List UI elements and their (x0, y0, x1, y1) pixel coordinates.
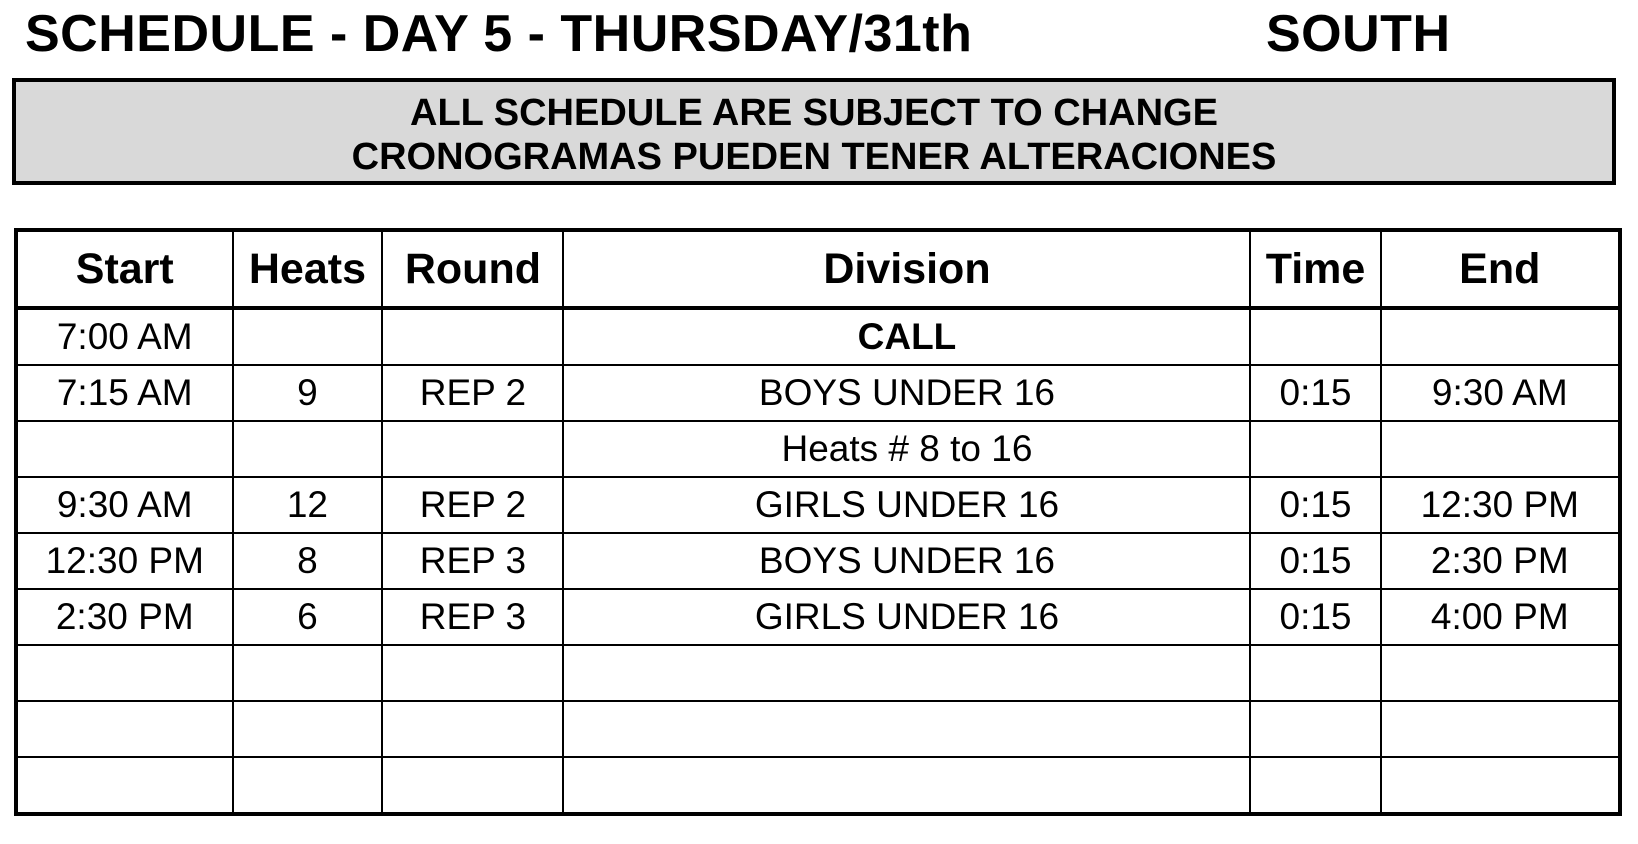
cell-round (382, 645, 563, 701)
cell-time (1250, 757, 1380, 814)
cell-division: Heats # 8 to 16 (563, 421, 1250, 477)
table-row (16, 477, 1620, 533)
change-notice-banner (12, 78, 1616, 185)
cell-division (563, 701, 1250, 757)
cell-time: 0:15 (1250, 365, 1380, 421)
cell-time: 0:15 (1250, 477, 1380, 533)
cell-division: BOYS UNDER 16 (563, 533, 1250, 589)
cell-division (563, 757, 1250, 814)
cell-division: GIRLS UNDER 16 (563, 589, 1250, 645)
cell-end (1381, 421, 1620, 477)
cell-round (382, 701, 563, 757)
column-header-round: Round (382, 230, 563, 308)
cell-time (1250, 645, 1380, 701)
cell-time (1250, 421, 1380, 477)
notice-line-english: ALL SCHEDULE ARE SUBJECT TO CHANGE (410, 92, 1218, 134)
cell-end: 4:00 PM (1381, 589, 1620, 645)
cell-division: GIRLS UNDER 16 (563, 477, 1250, 533)
cell-end (1381, 308, 1620, 365)
cell-time: 0:15 (1250, 533, 1380, 589)
table-header-row (16, 230, 1620, 308)
cell-heats (233, 308, 383, 365)
cell-round (382, 421, 563, 477)
cell-end: 9:30 AM (1381, 365, 1620, 421)
cell-round: REP 2 (382, 365, 563, 421)
cell-round: REP 2 (382, 477, 563, 533)
cell-heats (233, 701, 383, 757)
cell-start: 7:15 AM (16, 365, 233, 421)
cell-end: 2:30 PM (1381, 533, 1620, 589)
table-row (16, 365, 1620, 421)
cell-start: 9:30 AM (16, 477, 233, 533)
cell-heats: 8 (233, 533, 383, 589)
cell-round (382, 308, 563, 365)
table-row-empty (16, 645, 1620, 701)
cell-start: 12:30 PM (16, 533, 233, 589)
cell-heats: 9 (233, 365, 383, 421)
cell-division (563, 645, 1250, 701)
cell-start (16, 645, 233, 701)
table-row (16, 533, 1620, 589)
notice-line-spanish: CRONOGRAMAS PUEDEN TENER ALTERACIONES (351, 136, 1277, 178)
cell-start (16, 421, 233, 477)
cell-end (1381, 701, 1620, 757)
cell-heats (233, 421, 383, 477)
cell-time: 0:15 (1250, 589, 1380, 645)
cell-round: REP 3 (382, 589, 563, 645)
cell-start: 2:30 PM (16, 589, 233, 645)
cell-round: REP 3 (382, 533, 563, 589)
cell-end (1381, 757, 1620, 814)
column-header-heats: Heats (233, 230, 383, 308)
cell-start (16, 701, 233, 757)
cell-heats (233, 645, 383, 701)
region-label: SOUTH (1266, 5, 1451, 63)
cell-end: 12:30 PM (1381, 477, 1620, 533)
cell-round (382, 757, 563, 814)
table-row (16, 421, 1620, 477)
cell-heats: 12 (233, 477, 383, 533)
cell-end (1381, 645, 1620, 701)
cell-heats (233, 757, 383, 814)
cell-heats: 6 (233, 589, 383, 645)
column-header-time: Time (1250, 230, 1380, 308)
cell-time (1250, 308, 1380, 365)
cell-division: CALL (563, 308, 1250, 365)
table-row (16, 589, 1620, 645)
column-header-start: Start (16, 230, 233, 308)
table-row-empty (16, 701, 1620, 757)
table-row (16, 308, 1620, 365)
schedule-table (14, 228, 1622, 816)
cell-division: BOYS UNDER 16 (563, 365, 1250, 421)
cell-start (16, 757, 233, 814)
table-row-empty (16, 757, 1620, 814)
cell-time (1250, 701, 1380, 757)
column-header-end: End (1381, 230, 1620, 308)
cell-start: 7:00 AM (16, 308, 233, 365)
column-header-division: Division (563, 230, 1250, 308)
page-title: SCHEDULE - DAY 5 - THURSDAY/31th (25, 5, 973, 63)
